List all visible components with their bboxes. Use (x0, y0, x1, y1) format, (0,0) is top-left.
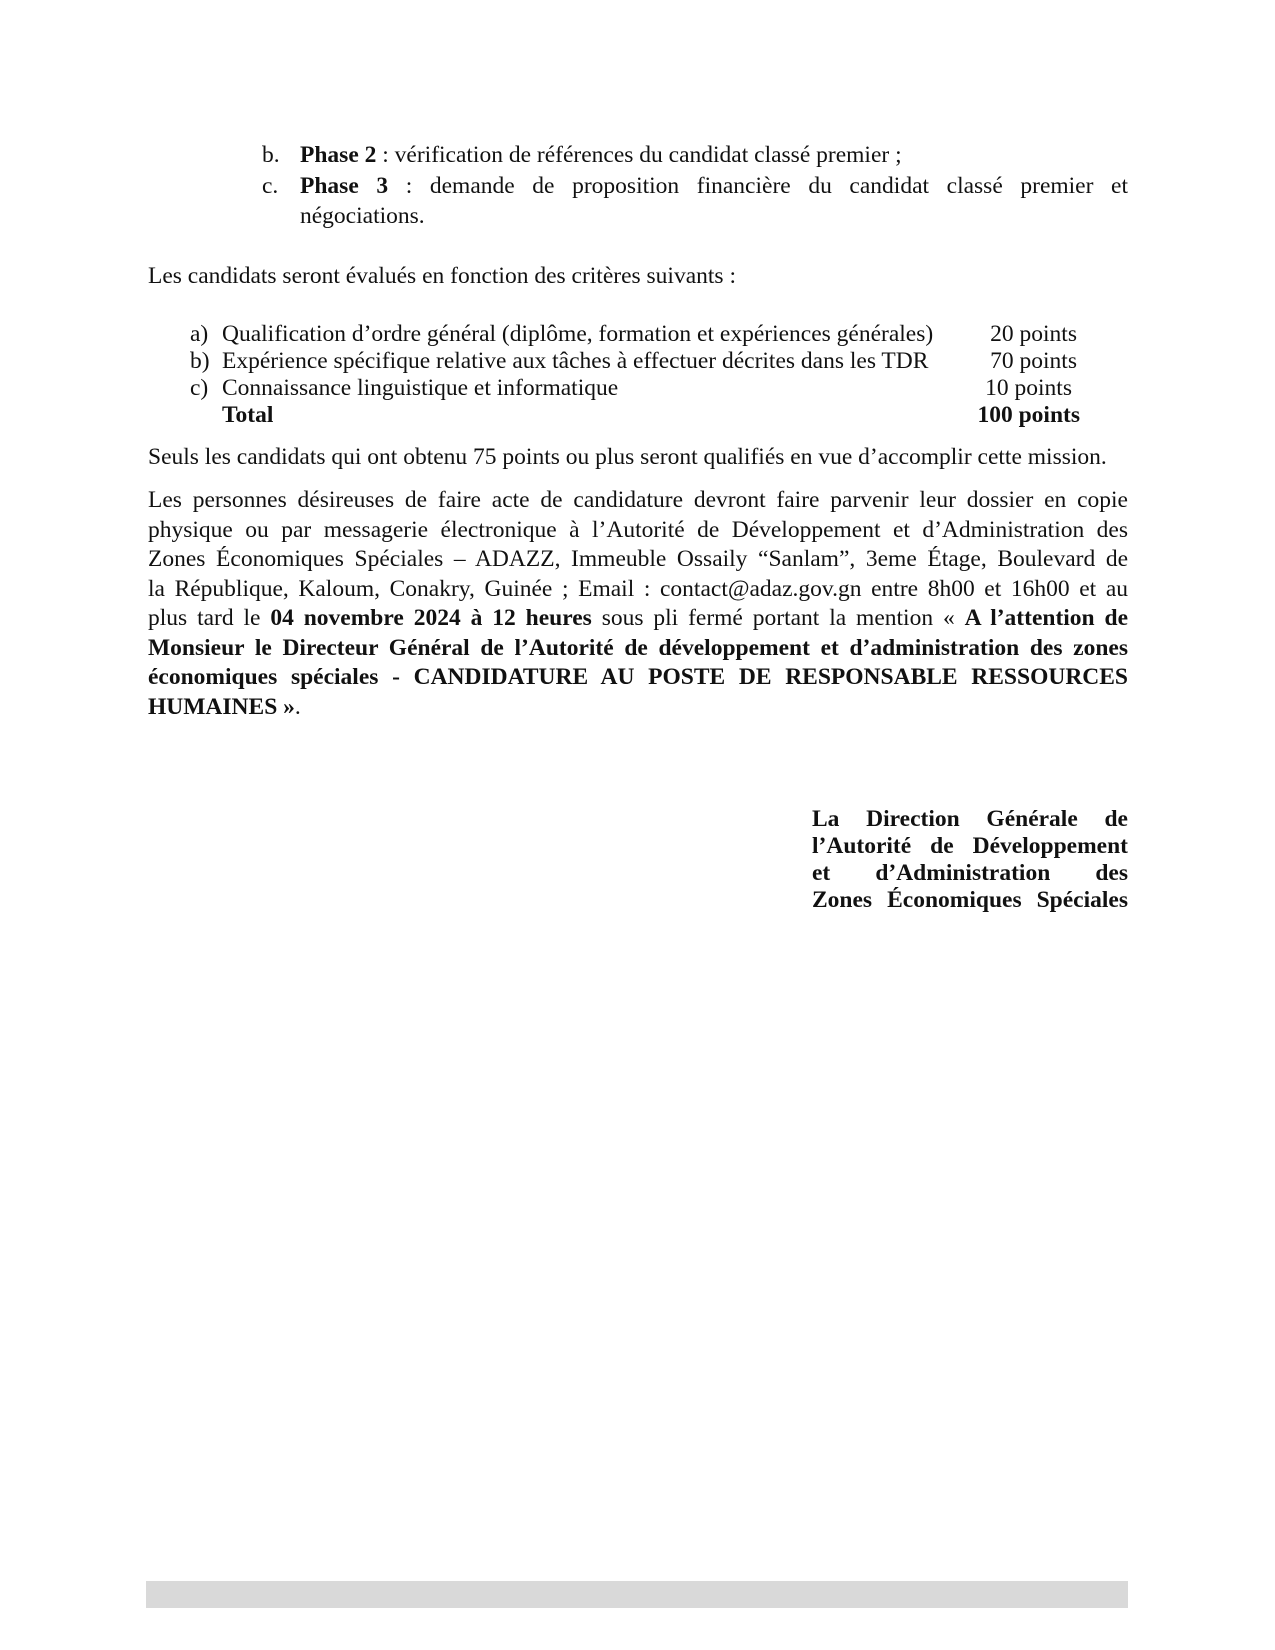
application-line-6: Monsieur le Directeur Général de l’Autorité de développement et d’administration des zones (148, 635, 1128, 661)
attention-start: A l’attention de (964, 605, 1129, 631)
criteria-intro: Les candidats seront évalués en fonction des critères suivants : (148, 263, 736, 289)
total-label: Total (222, 402, 274, 428)
application-line-8 (148, 693, 1128, 721)
application-line-8-end: . (294, 694, 301, 720)
phase-3-item (300, 172, 1128, 200)
application-line-8-bold: HUMAINES » (148, 694, 295, 720)
signature-line-2: l’Autorité de Développement (812, 833, 1128, 859)
total-points: 100 points (977, 402, 1080, 428)
criterion-a-points: 20 points (990, 321, 1077, 347)
deadline-date: 04 novembre 2024 à 12 heures (270, 605, 592, 631)
criterion-b-marker: b) (190, 348, 210, 374)
application-line-5-pre: plus tard le (148, 605, 271, 631)
application-line-5 (148, 604, 1128, 632)
signature-line-3: et d’Administration des (812, 860, 1128, 886)
application-line-4: la République, Kaloum, Conakry, Guinée ; Email : contact@adaz.gov.gn entre 8h00 et 16h00 et au (148, 576, 1128, 602)
application-line-1: Les personnes désireuses de faire acte de candidature devront faire parvenir leur dossier en copie (148, 487, 1128, 513)
criterion-b-points: 70 points (990, 348, 1077, 374)
signature-line-4: Zones Économiques Spéciales (812, 887, 1128, 913)
qualification-note: Seuls les candidats qui ont obtenu 75 points ou plus seront qualifiés en vue d’accomplir cette mission. (148, 444, 1107, 470)
phase-2-text: : vérification de références du candidat classé premier ; (376, 142, 902, 168)
signature-line-1: La Direction Générale de (812, 806, 1128, 832)
phase-3-marker: c. (262, 173, 279, 199)
criterion-c-label: Connaissance linguistique et informatique (222, 375, 619, 401)
phase-3-text: : demande de proposition financière du candidat classé premier et (388, 173, 1129, 199)
phase-2-title: Phase 2 (300, 142, 377, 168)
criterion-a-label: Qualification d’ordre général (diplôme, formation et expériences générales) (222, 321, 934, 347)
criterion-c-points: 10 points (985, 375, 1072, 401)
footer-bar (146, 1581, 1128, 1608)
criterion-c-marker: c) (190, 375, 209, 401)
application-line-7: économiques spéciales - CANDIDATURE AU POSTE DE RESPONSABLE RESSOURCES (148, 664, 1128, 690)
criterion-a-marker: a) (190, 321, 209, 347)
application-line-5-mid: sous pli fermé portant la mention « (591, 605, 965, 631)
application-line-3: Zones Économiques Spéciales – ADAZZ, Immeuble Ossaily “Sanlam”, 3eme Étage, Boulevard de (148, 546, 1128, 572)
phase-3-title: Phase 3 (300, 173, 389, 199)
phase-3-text-cont: négociations. (300, 203, 425, 229)
phase-2-marker: b. (262, 142, 280, 168)
criterion-b-label: Expérience spécifique relative aux tâches à effectuer décrites dans les TDR (222, 348, 929, 374)
phase-2-item (300, 141, 1128, 169)
application-line-2: physique ou par messagerie électronique à l’Autorité de Développement et d’Administration des (148, 517, 1128, 543)
